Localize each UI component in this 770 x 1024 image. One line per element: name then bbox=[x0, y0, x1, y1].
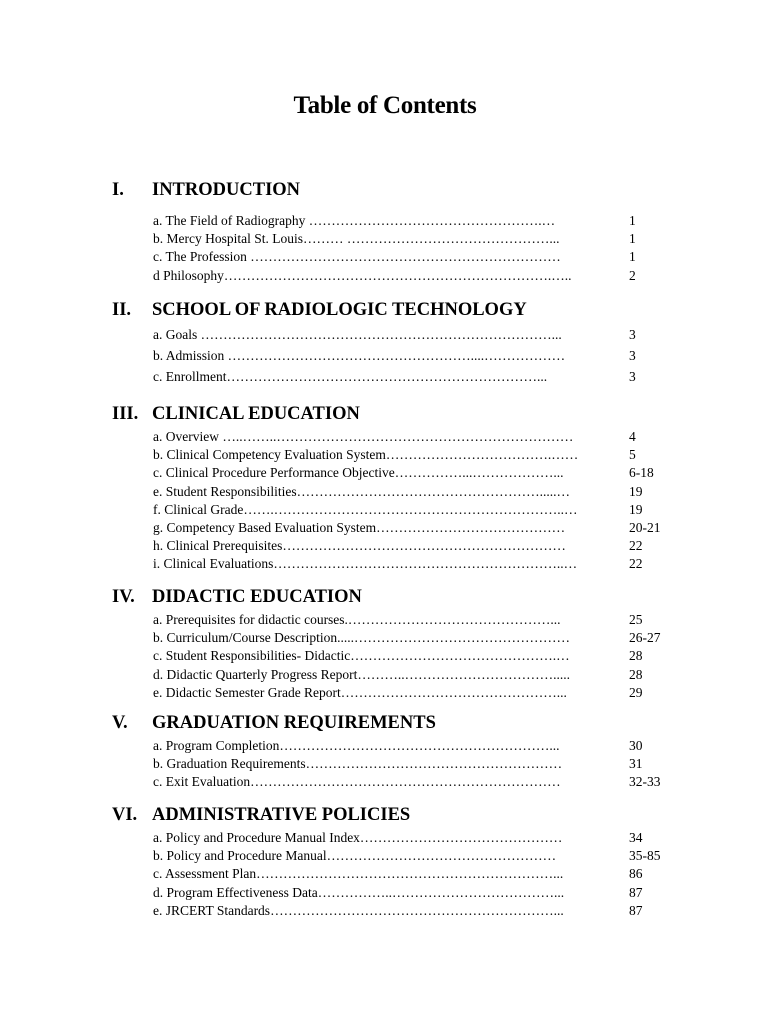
entry-page: 29 bbox=[629, 684, 643, 700]
entry-text: b. Clinical Competency Evaluation System……………………………….…… bbox=[153, 447, 579, 463]
entry-page: 31 bbox=[629, 756, 643, 772]
section-title: INTRODUCTION bbox=[152, 180, 301, 200]
section-heading bbox=[112, 180, 672, 204]
entry-page: 2 bbox=[629, 267, 636, 283]
entry-page: 22 bbox=[629, 556, 643, 572]
entry-text: b. Graduation Requirements………………………………………………… bbox=[153, 756, 563, 772]
entry-page: 34 bbox=[629, 830, 643, 845]
section-title: DIDACTIC EDUCATION bbox=[152, 587, 362, 607]
entry-text: b. Mercy Hospital St. Louis……… ………………………………………... bbox=[153, 231, 560, 247]
toc-entry bbox=[112, 684, 672, 702]
entry-text: a. Goals ……………………………………………………………………... bbox=[153, 327, 562, 342]
toc-entry bbox=[112, 248, 672, 266]
entry-page: 3 bbox=[629, 327, 636, 342]
section-heading bbox=[112, 300, 672, 324]
entry-text: d. Didactic Quarterly Progress Report………..……………………………..... bbox=[153, 666, 570, 682]
entry-page: 3 bbox=[629, 348, 636, 363]
section-administrative-policies bbox=[112, 805, 672, 920]
entry-page: 86 bbox=[629, 866, 643, 882]
entry-page: 19 bbox=[629, 483, 643, 499]
entry-page: 1 bbox=[629, 213, 636, 228]
entry-text: c. Enrollment……………………………………………………………... bbox=[153, 369, 548, 384]
entry-page: 6-18 bbox=[629, 465, 654, 481]
section-clinical-education bbox=[112, 404, 672, 574]
entry-text: e. Didactic Semester Grade Report…………………………………………... bbox=[153, 684, 567, 700]
entry-text: d Philosophy……………………………………………………………….….. bbox=[153, 267, 572, 283]
entry-page: 22 bbox=[629, 538, 643, 554]
entry-list bbox=[112, 611, 672, 702]
toc-entry bbox=[112, 884, 672, 902]
entry-text: d. Program Effectiveness Data……………..………………………………... bbox=[153, 884, 565, 900]
entry-page: 28 bbox=[629, 666, 643, 682]
entry-text: f. Clinical Grade…….………………………………………………………..… bbox=[153, 501, 578, 517]
entry-text: b. Admission ………………………………………………....……………… bbox=[153, 348, 566, 363]
entry-list bbox=[112, 829, 672, 920]
toc-entry bbox=[112, 446, 672, 464]
entry-text: a. Prerequisites for didactic courses.………………………………………... bbox=[153, 612, 561, 627]
entry-text: a. Overview …..……..………………………………………………………… bbox=[153, 429, 574, 444]
section-number: III. bbox=[112, 404, 139, 424]
section-didactic-education bbox=[112, 587, 672, 702]
entry-text: e. Student Responsibilities……………………………………………….....… bbox=[153, 483, 570, 499]
toc-entry bbox=[112, 773, 672, 791]
entry-text: a. The Field of Radiography …………………………………………….… bbox=[153, 213, 556, 228]
entry-text: e. JRCERT Standards………………………………………………………... bbox=[153, 902, 564, 918]
toc-entry bbox=[112, 345, 672, 366]
toc-entry bbox=[112, 666, 672, 684]
entry-page: 5 bbox=[629, 447, 636, 463]
toc-entry bbox=[112, 519, 672, 537]
entry-text: a. Program Completion……………………………………………………... bbox=[153, 738, 560, 753]
toc-entry bbox=[112, 267, 672, 285]
section-number: IV. bbox=[112, 587, 135, 607]
section-heading bbox=[112, 587, 672, 611]
toc-entry bbox=[112, 611, 672, 629]
entry-text: b. Policy and Procedure Manual…………………………………………… bbox=[153, 848, 557, 864]
section-title: CLINICAL EDUCATION bbox=[152, 404, 360, 424]
toc-entry bbox=[112, 755, 672, 773]
entry-text: c. The Profession …………………………………………………………… bbox=[153, 249, 561, 265]
entry-list bbox=[112, 212, 672, 285]
toc-entry bbox=[112, 428, 672, 446]
section-heading bbox=[112, 805, 672, 829]
toc-entry bbox=[112, 212, 672, 230]
entry-text: b. Curriculum/Course Description.....………………………………………… bbox=[153, 630, 570, 646]
toc-entry bbox=[112, 483, 672, 501]
section-school-of-radiologic-technology bbox=[112, 300, 672, 387]
entry-list bbox=[112, 324, 672, 387]
entry-list bbox=[112, 737, 672, 792]
toc-entry bbox=[112, 464, 672, 482]
entry-page: 35-85 bbox=[629, 848, 661, 864]
entry-page: 19 bbox=[629, 501, 643, 517]
toc-entry bbox=[112, 865, 672, 883]
entry-page: 26-27 bbox=[629, 630, 661, 646]
toc-entry bbox=[112, 629, 672, 647]
entry-text: a. Policy and Procedure Manual Index……………………………………… bbox=[153, 830, 563, 845]
toc-entry bbox=[112, 847, 672, 865]
section-graduation-requirements bbox=[112, 713, 672, 792]
section-title: GRADUATION REQUIREMENTS bbox=[152, 713, 436, 733]
entry-page: 87 bbox=[629, 884, 643, 900]
toc-entry bbox=[112, 555, 672, 573]
entry-page: 3 bbox=[629, 369, 636, 384]
entry-page: 25 bbox=[629, 612, 643, 627]
entry-text: g. Competency Based Evaluation System…………………………………… bbox=[153, 519, 566, 535]
section-heading bbox=[112, 713, 672, 737]
entry-page: 1 bbox=[629, 231, 636, 247]
entry-page: 30 bbox=[629, 738, 643, 753]
entry-page: 4 bbox=[629, 429, 636, 444]
section-number: II. bbox=[112, 300, 132, 320]
entry-list bbox=[112, 428, 672, 574]
entry-text: c. Student Responsibilities- Didactic……………………………………….… bbox=[153, 648, 570, 664]
page-title: Table of Contents bbox=[293, 92, 477, 119]
entry-page: 32-33 bbox=[629, 774, 661, 790]
section-introduction bbox=[112, 180, 672, 285]
entry-page: 20-21 bbox=[629, 519, 661, 535]
entry-page: 1 bbox=[629, 249, 636, 265]
entry-page: 87 bbox=[629, 902, 643, 918]
toc-entry bbox=[112, 366, 672, 387]
section-heading bbox=[112, 404, 672, 428]
section-number: VI. bbox=[112, 805, 138, 825]
entry-text: h. Clinical Prerequisites……………………………………………………… bbox=[153, 538, 566, 554]
toc-entry bbox=[112, 737, 672, 755]
toc-entry bbox=[112, 501, 672, 519]
section-title: ADMINISTRATIVE POLICIES bbox=[152, 805, 411, 825]
section-number: V. bbox=[112, 713, 128, 733]
section-number: I. bbox=[112, 180, 124, 200]
section-title: SCHOOL OF RADIOLOGIC TECHNOLOGY bbox=[152, 300, 527, 320]
entry-text: c. Clinical Procedure Performance Objective……………...………………... bbox=[153, 465, 564, 481]
entry-page: 28 bbox=[629, 648, 643, 664]
entry-text: c. Exit Evaluation…………………………………………………………… bbox=[153, 774, 561, 790]
toc-entry bbox=[112, 902, 672, 920]
toc-entry bbox=[112, 647, 672, 665]
entry-text: i. Clinical Evaluations………………………………………………………..… bbox=[153, 556, 578, 572]
toc-entry bbox=[112, 324, 672, 345]
entry-text: c. Assessment Plan…………………………………………………………... bbox=[153, 866, 564, 882]
toc-entry bbox=[112, 537, 672, 555]
toc-entry bbox=[112, 230, 672, 248]
toc-entry bbox=[112, 829, 672, 847]
